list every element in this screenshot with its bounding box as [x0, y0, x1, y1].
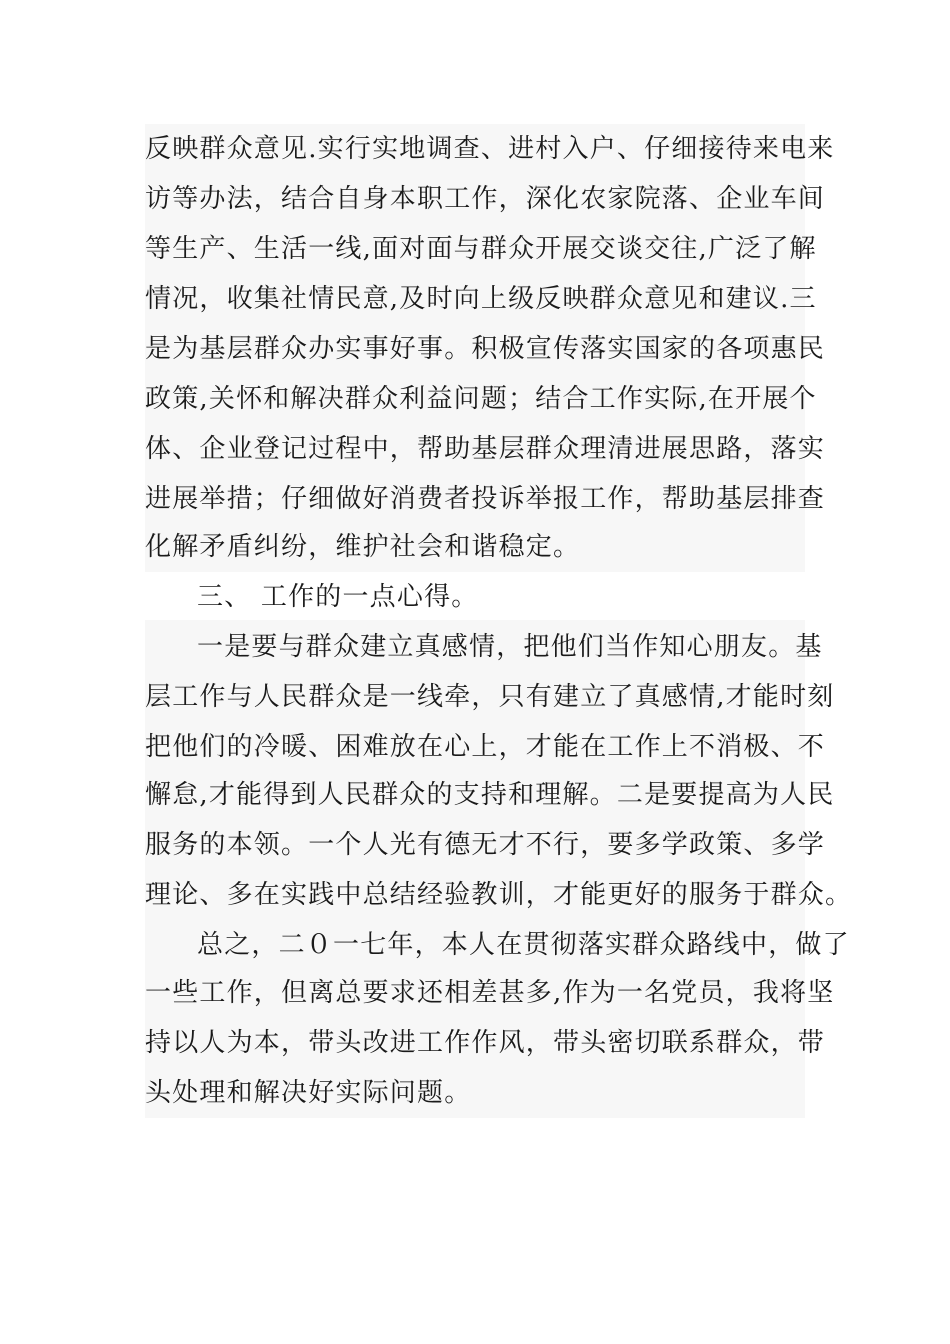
text-line: 是为基层群众办实事好事。积极宣传落实国家的各项惠民 — [145, 334, 826, 364]
section-heading: 三、 工作的一点心得。 — [197, 582, 479, 612]
text-line: 头处理和解决好实际问题。 — [145, 1078, 472, 1108]
text-line: 层工作与人民群众是一线牵，只有建立了真感情,才能时刻 — [145, 682, 835, 712]
text-line: 一些工作，但离总要求还相差甚多,作为一名党员，我将坚 — [145, 978, 835, 1008]
paragraph-start-line: 一是要与群众建立真感情，把他们当作知心朋友。基 — [197, 632, 823, 662]
text-line: 访等办法，结合自身本职工作，深化农家院落、企业车间 — [145, 184, 826, 214]
text-line: 体、企业登记过程中，帮助基层群众理清进展思路，落实 — [145, 434, 826, 464]
text-line: 情况，收集社情民意,及时向上级反映群众意见和建议.三 — [145, 284, 817, 314]
text-line: 把他们的冷暖、困难放在心上，才能在工作上不消极、不 — [145, 732, 826, 762]
text-line: 持以人为本，带头改进工作作风，带头密切联系群众，带 — [145, 1028, 826, 1058]
text-line: 服务的本领。一个人光有德无才不行，要多学政策、多学 — [145, 830, 826, 860]
text-line: 政策,关怀和解决群众利益问题；结合工作实际,在开展个 — [145, 384, 817, 414]
text-line: 理论、多在实践中总结经验教训，才能更好的服务于群众。 — [145, 880, 853, 910]
text-line: 进展举措；仔细做好消费者投诉举报工作，帮助基层排查 — [145, 484, 826, 514]
paragraph-start-line: 总之，二０一七年，本人在贯彻落实群众路线中，做了 — [197, 930, 850, 960]
text-line: 懈怠,才能得到人民群众的支持和理解。二是要提高为人民 — [145, 780, 835, 810]
text-line: 化解矛盾纠纷，维护社会和谐稳定。 — [145, 532, 581, 562]
text-line: 反映群众意见.实行实地调查、进村入户、仔细接待来电来 — [145, 134, 835, 164]
text-line: 等生产、生活一线,面对面与群众开展交谈交往,广泛了解 — [145, 234, 817, 264]
